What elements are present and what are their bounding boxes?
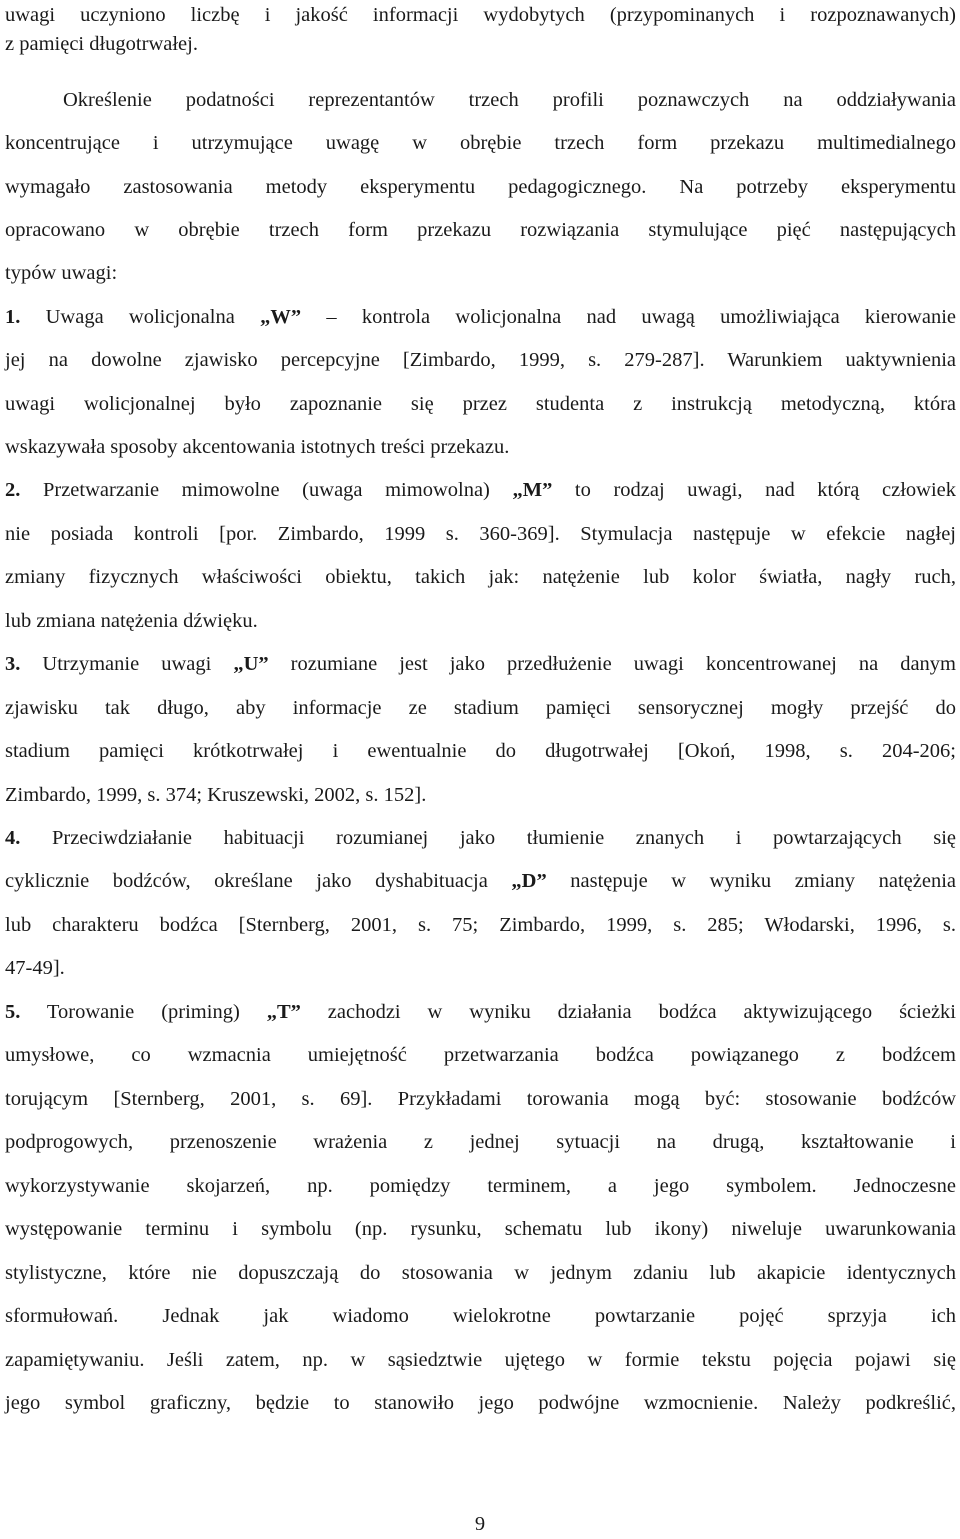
- text-line: [5, 953, 956, 983]
- text-run: wymagało zastosowania metody eksperymentu pedagogicznego. Na potrzeby eksperymentu: [5, 176, 956, 198]
- text-run: Zimbardo, 1999, s. 374; Kruszewski, 2002, s. 152].: [5, 784, 427, 806]
- text-line: [5, 0, 956, 30]
- text-run: uwagi wolicjonalnej było zapoznanie się przez studenta z instrukcją metodyczną, która: [5, 393, 956, 415]
- text-run: następuje w wyniku zmiany natężenia: [546, 870, 956, 892]
- text-line: [5, 302, 956, 332]
- page-number: 9: [474, 1513, 486, 1535]
- text-run: podprogowych, przenoszenie wrażenia z jednej sytuacji na drugą, kształtowanie i: [5, 1131, 956, 1153]
- text-run: zjawisku tak długo, aby informacje ze stadium pamięci sensorycznej mogły przejść do: [5, 697, 956, 719]
- text-line: [5, 866, 956, 896]
- text-line: [5, 29, 956, 59]
- text-run: lub charakteru bodźca [Sternberg, 2001, s. 75; Zimbardo, 1999, s. 285; Włodarski, 1996, s.: [5, 914, 956, 936]
- text-run: Przeciwdziałanie habituacji rozumianej jako tłumienie znanych i powtarzających się: [20, 827, 956, 849]
- text-line: [5, 1214, 956, 1244]
- text-line: [5, 1127, 956, 1157]
- text-line: [63, 85, 956, 115]
- text-run: zachodzi w wyniku działania bodźca aktywizującego ścieżki: [300, 1001, 956, 1023]
- text-run: koncentrujące i utrzymujące uwagę w obrębie trzech form przekazu multimedialnego: [5, 132, 956, 154]
- text-run: 47-49].: [5, 957, 65, 979]
- text-line: [5, 258, 956, 288]
- text-run: występowanie terminu i symbolu (np. rysunku, schematu lub ikony) niweluje uwarunkowania: [5, 1218, 956, 1240]
- text-line: [5, 1345, 956, 1375]
- text-run: Przetwarzanie mimowolne (uwaga mimowolna): [20, 479, 513, 501]
- text-run: opracowano w obrębie trzech form przekazu rozwiązania stymulujące pięć następujących: [5, 219, 956, 241]
- text-run: lub zmiana natężenia dźwięku.: [5, 610, 258, 632]
- text-line: [5, 1084, 956, 1114]
- text-line: [5, 736, 956, 766]
- bold-text: 4.: [5, 827, 21, 849]
- bold-text: „D”: [511, 870, 547, 892]
- text-line: [5, 475, 956, 505]
- text-run: zmiany fizycznych właściwości obiektu, takich jak: natężenie lub kolor światła, nagły ruch,: [5, 566, 956, 588]
- bold-text: „U”: [233, 653, 269, 675]
- bold-text: „M”: [512, 479, 553, 501]
- text-run: stadium pamięci krótkotrwałej i ewentualnie do długotrwałej [Okoń, 1998, s. 204-206;: [5, 740, 956, 762]
- text-run: wskazywała sposoby akcentowania istotnych treści przekazu.: [5, 436, 510, 458]
- text-run: nie posiada kontroli [por. Zimbardo, 1999 s. 360-369]. Stymulacja następuje w efekcie nagłej: [5, 523, 956, 545]
- text-run: – kontrola wolicjonalna nad uwagą umożliwiająca kierowanie: [301, 306, 956, 328]
- text-run: typów uwagi:: [5, 262, 118, 284]
- text-line: [5, 562, 956, 592]
- text-line: [5, 1301, 956, 1331]
- text-run: jego symbol graficzny, będzie to stanowiło jego podwójne wzmocnienie. Należy podkreślić,: [5, 1392, 956, 1414]
- text-line: [5, 432, 956, 462]
- text-run: Określenie podatności reprezentantów trzech profili poznawczych na oddziaływania: [63, 89, 956, 111]
- bold-text: „T”: [266, 1001, 301, 1023]
- text-run: uwagi uczyniono liczbę i jakość informacji wydobytych (przypominanych i rozpoznawanych): [5, 4, 956, 26]
- text-line: [5, 649, 956, 679]
- text-line: [5, 1258, 956, 1288]
- text-line: [5, 693, 956, 723]
- text-run: jej na dowolne zjawisko percepcyjne [Zimbardo, 1999, s. 279-287]. Warunkiem uaktywnienia: [5, 349, 956, 371]
- text-line: [5, 519, 956, 549]
- text-line: [5, 345, 956, 375]
- text-run: cyklicznie bodźców, określane jako dyshabituacja: [5, 870, 512, 892]
- bold-text: 3.: [5, 653, 21, 675]
- text-line: [5, 172, 956, 202]
- text-run: Utrzymanie uwagi: [20, 653, 234, 675]
- bold-text: „W”: [260, 306, 302, 328]
- text-run: wykorzystywanie skojarzeń, np. pomiędzy terminem, a jego symbolem. Jednoczesne: [5, 1175, 956, 1197]
- text-run: z pamięci długotrwałej.: [5, 33, 198, 55]
- text-line: [5, 1171, 956, 1201]
- text-run: sformułowań. Jednak jak wiadomo wielokrotne powtarzanie pojęć sprzyja ich: [5, 1305, 956, 1327]
- text-line: [5, 997, 956, 1027]
- text-run: torującym [Sternberg, 2001, s. 69]. Przykładami torowania mogą być: stosowanie bodźców: [5, 1088, 956, 1110]
- text-line: [5, 910, 956, 940]
- text-run: zapamiętywaniu. Jeśli zatem, np. w sąsiedztwie ujętego w formie tekstu pojęcia pojawi się: [5, 1349, 956, 1371]
- text-run: to rodzaj uwagi, nad którą człowiek: [552, 479, 956, 501]
- text-line: [5, 215, 956, 245]
- bold-text: 2.: [5, 479, 21, 501]
- text-line: [5, 823, 956, 853]
- text-line: [5, 1388, 956, 1418]
- text-line: [5, 780, 956, 810]
- text-run: rozumiane jest jako przedłużenie uwagi koncentrowanej na danym: [268, 653, 956, 675]
- text-line: [5, 1040, 956, 1070]
- text-line: [5, 606, 956, 636]
- text-line: [5, 389, 956, 419]
- text-run: Uwaga wolicjonalna: [20, 306, 261, 328]
- bold-text: 5.: [5, 1001, 21, 1023]
- text-run: umysłowe, co wzmacnia umiejętność przetwarzania bodźca powiązanego z bodźcem: [5, 1044, 956, 1066]
- text-run: stylistyczne, które nie dopuszczają do stosowania w jednym zdaniu lub akapicie identycznych: [5, 1262, 956, 1284]
- text-line: [5, 128, 956, 158]
- text-run: Torowanie (priming): [20, 1001, 267, 1023]
- bold-text: 1.: [5, 306, 21, 328]
